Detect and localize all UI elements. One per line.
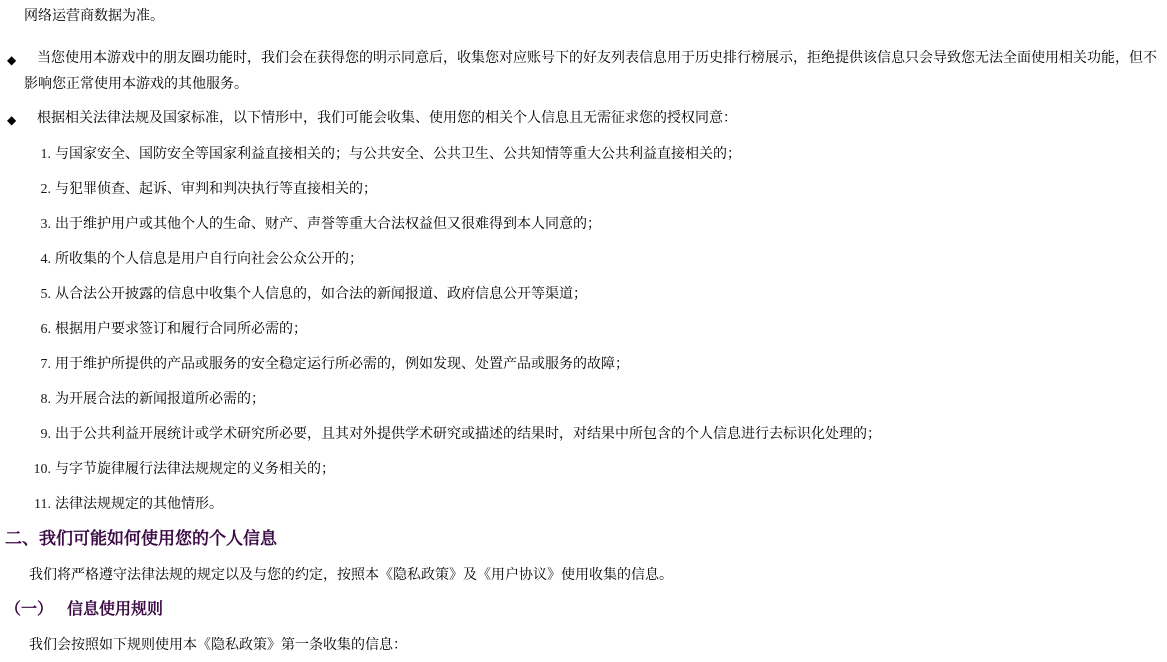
item-number: 4.: [40, 252, 51, 267]
numbered-list-item: [40, 212, 1161, 237]
diamond-bullet-icon: ◆: [7, 53, 17, 67]
item-text: 所收集的个人信息是用户自行向社会公众公开的；: [55, 252, 363, 267]
numbered-list-item: [40, 177, 1161, 202]
item-number: 9.: [40, 427, 51, 442]
bullet-list-item: [7, 46, 1161, 98]
subsection-number: （一）: [5, 599, 54, 618]
bullet-list-item: [7, 106, 1161, 132]
item-text: 根据用户要求签订和履行合同所必需的；: [55, 322, 307, 337]
item-number: 1.: [40, 147, 51, 162]
numbered-list-item: [40, 317, 1161, 342]
item-text: 出于维护用户或其他个人的生命、财产、声誉等重大合法权益但又很难得到本人同意的；: [55, 217, 601, 232]
paragraph-carryover: 网络运营商数据为准。: [24, 9, 164, 24]
subsection-heading-info-usage-rules: [5, 597, 1167, 621]
numbered-list-item: [40, 282, 1161, 307]
numbered-list-item: [40, 247, 1161, 272]
bullet-text: 当您使用本游戏中的朋友圈功能时，我们会在获得您的明示同意后，收集您对应账号下的好友列表信息用于历史排行榜展示，拒绝提供该信息只会导致您无法全面使用相关功能，但不影响您正常使用本游戏的其他服务。: [24, 51, 1157, 92]
numbered-list-item: [40, 422, 1161, 447]
item-number: 11.: [34, 497, 51, 512]
numbered-list-item: [40, 142, 1161, 167]
item-text: 与犯罪侦查、起诉、审判和判决执行等直接相关的；: [55, 182, 377, 197]
item-number: 5.: [40, 287, 51, 302]
item-number: 7.: [40, 357, 51, 372]
item-number: 2.: [40, 182, 51, 197]
subsection-intro-paragraph: 我们会按照如下规则使用本《隐私政策》第一条收集的信息：: [29, 638, 407, 653]
item-text: 法律法规规定的其他情形。: [55, 497, 223, 512]
item-number: 10.: [33, 462, 51, 477]
section-heading-how-we-use-info: 二、我们可能如何使用您的个人信息: [5, 529, 277, 549]
item-number: 3.: [40, 217, 51, 232]
numbered-list-item: [33, 457, 1161, 482]
numbered-list-item: [40, 387, 1161, 412]
subsection-title: 信息使用规则: [67, 599, 164, 618]
section-intro-paragraph: 我们将严格遵守法律法规的规定以及与您的约定，按照本《隐私政策》及《用户协议》使用收集的信息。: [29, 568, 673, 583]
item-text: 与国家安全、国防安全等国家利益直接相关的；与公共安全、公共卫生、公共知情等重大公共利益直接相关的；: [55, 147, 741, 162]
item-number: 8.: [40, 392, 51, 407]
item-number: 6.: [40, 322, 51, 337]
item-text: 出于公共利益开展统计或学术研究所必要，且其对外提供学术研究或描述的结果时，对结果中所包含的个人信息进行去标识化处理的；: [55, 427, 881, 442]
item-text: 从合法公开披露的信息中收集个人信息的，如合法的新闻报道、政府信息公开等渠道；: [55, 287, 587, 302]
numbered-list-item: [40, 352, 1161, 377]
numbered-list-item: [34, 492, 1161, 517]
item-text: 用于维护所提供的产品或服务的安全稳定运行所必需的，例如发现、处置产品或服务的故障；: [55, 357, 629, 372]
bullet-text: 根据相关法律法规及国家标准，以下情形中，我们可能会收集、使用您的相关个人信息且无需征求您的授权同意：: [37, 111, 737, 126]
diamond-bullet-icon: ◆: [7, 113, 17, 127]
item-text: 为开展合法的新闻报道所必需的；: [55, 392, 265, 407]
numbered-list: [0, 142, 1167, 517]
item-text: 与字节旋律履行法律法规规定的义务相关的；: [55, 462, 335, 477]
